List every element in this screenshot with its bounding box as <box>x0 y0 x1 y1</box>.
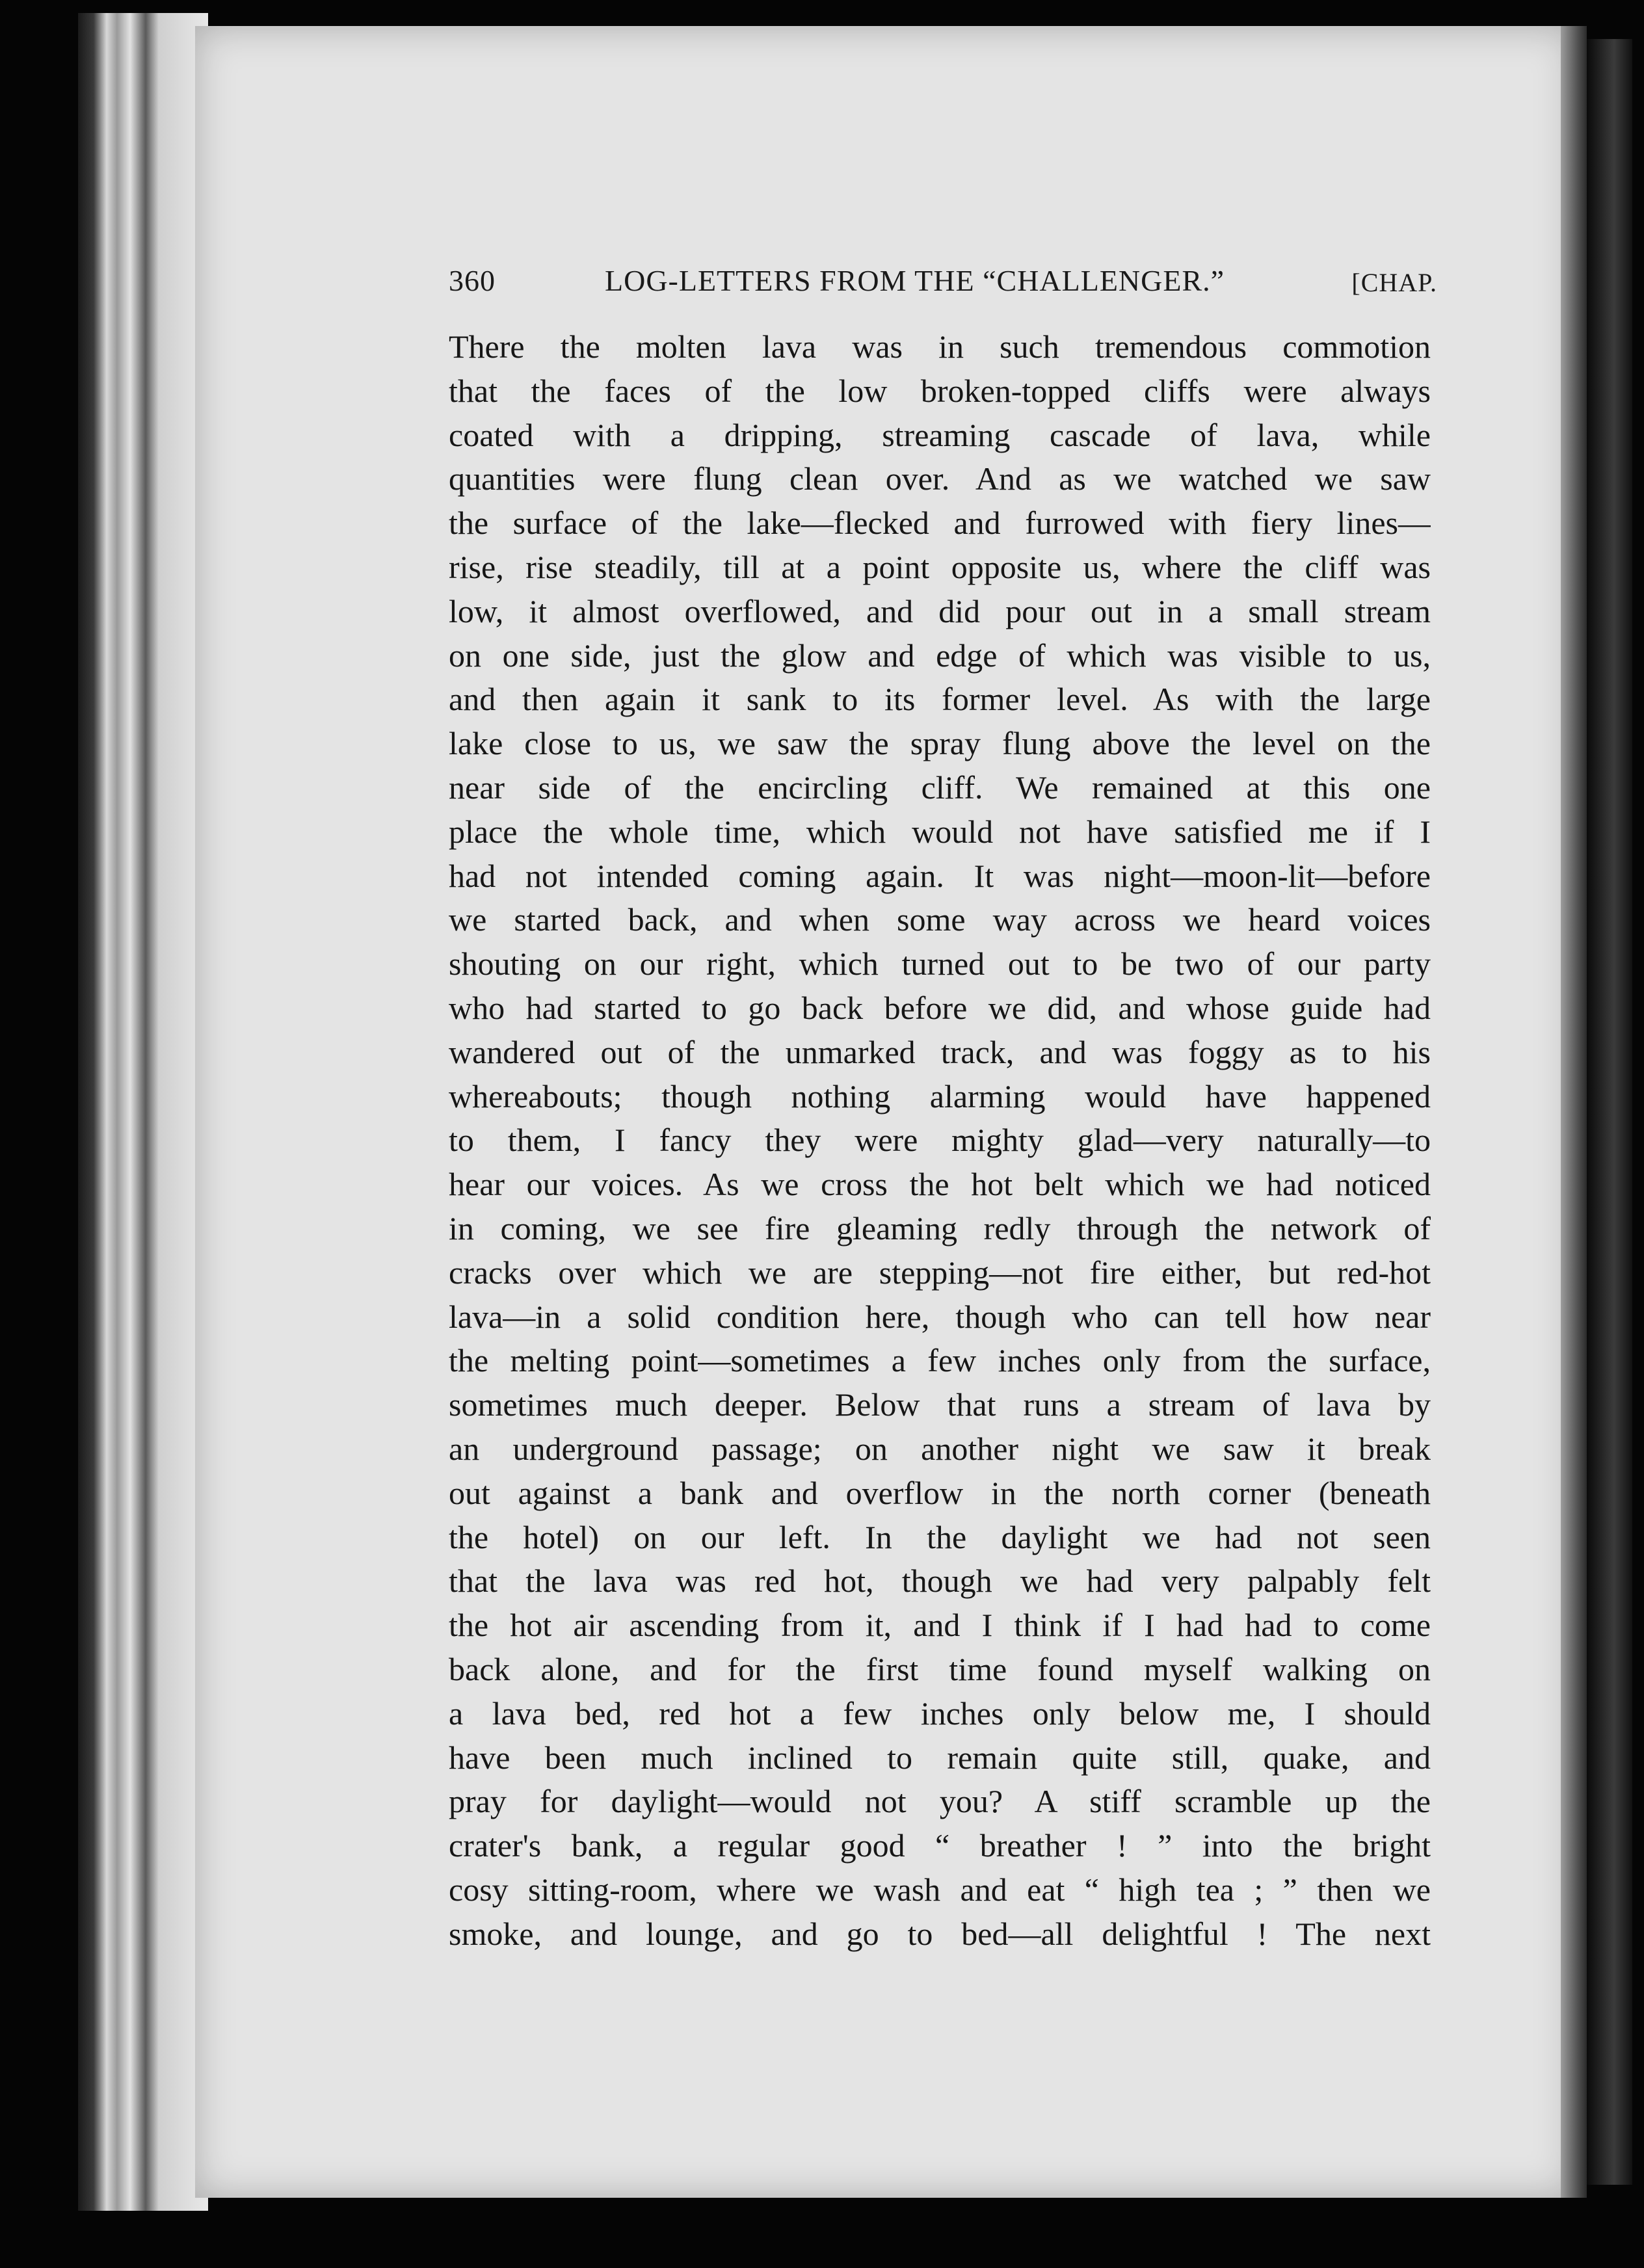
text-line: an underground passage; on another night we saw it break <box>449 1430 1431 1467</box>
text-line: cracks over which we are stepping—not fire either, but red-hot <box>449 1254 1431 1291</box>
text-line: whereabouts; though nothing alarming would have happened <box>449 1077 1431 1114</box>
running-title: LOG-LETTERS FROM THE “CHALLENGER.” <box>605 264 1225 297</box>
text-line: had not intended coming again. It was night—moon-lit—before <box>449 857 1431 894</box>
text-line: wandered out of the unmarked track, and was foggy as to his <box>449 1033 1431 1070</box>
text-line: the melting point—sometimes a few inches only from the surface, <box>449 1342 1431 1379</box>
text-line: have been much inclined to remain quite still, quake, and <box>449 1739 1431 1776</box>
book-edge-left <box>78 13 208 2211</box>
text-line: the hotel) on our left. In the daylight we had not seen <box>449 1518 1431 1555</box>
text-line: smoke, and lounge, and go to bed—all delightful ! The next <box>449 1915 1431 1952</box>
text-line: coated with a dripping, streaming cascade of lava, while <box>449 416 1431 453</box>
text-line: lava—in a solid condition here, though who can tell how near <box>449 1298 1431 1335</box>
text-line: rise, rise steadily, till at a point opposite us, where the cliff was <box>449 548 1431 585</box>
text-line: pray for daylight—would not you? A stiff scramble up the <box>449 1783 1431 1820</box>
text-line: out against a bank and overflow in the north corner (beneath <box>449 1474 1431 1511</box>
text-line: sometimes much deeper. Below that runs a stream of lava by <box>449 1386 1431 1423</box>
running-head <box>449 263 1437 309</box>
text-line: place the whole time, which would not have satisfied me if I <box>449 813 1431 850</box>
text-line: the hot air ascending from it, and I think if I had had to come <box>449 1607 1431 1644</box>
text-line: the surface of the lake—flecked and furrowed with fiery lines— <box>449 505 1431 542</box>
book-cover-right <box>1587 39 1632 2185</box>
text-line: and then again it sank to its former level. As with the large <box>449 681 1431 718</box>
text-line: near side of the encircling cliff. We remained at this one <box>449 769 1431 806</box>
text-line: low, it almost overflowed, and did pour out in a small stream <box>449 592 1431 629</box>
text-line: to them, I fancy they were mighty glad—very naturally—to <box>449 1122 1431 1159</box>
text-line: back alone, and for the first time found myself walking on <box>449 1650 1431 1687</box>
text-line: that the faces of the low broken-topped cliffs were always <box>449 372 1431 409</box>
text-line: There the molten lava was in such tremendous commotion <box>449 328 1431 365</box>
page-edge-right <box>1561 26 1587 2198</box>
text-line: on one side, just the glow and edge of which was visible to us, <box>449 637 1431 674</box>
text-line: in coming, we see fire gleaming redly through the network of <box>449 1209 1431 1246</box>
body-text <box>449 325 1431 1956</box>
text-line: that the lava was red hot, though we had very palpably felt <box>449 1563 1431 1600</box>
text-line: we started back, and when some way across we heard voices <box>449 901 1431 938</box>
text-line: cosy sitting-room, where we wash and eat “ high tea ; ” then we <box>449 1871 1431 1908</box>
chapter-marker: [CHAP. <box>1351 268 1437 297</box>
text-line: lake close to us, we saw the spray flung above the level on the <box>449 725 1431 762</box>
text-line: a lava bed, red hot a few inches only below me, I should <box>449 1694 1431 1732</box>
text-line: shouting on our right, which turned out to be two of our party <box>449 945 1431 982</box>
text-line: quantities were flung clean over. And as we watched we saw <box>449 460 1431 497</box>
text-line: hear our voices. As we cross the hot belt which we had noticed <box>449 1166 1431 1203</box>
text-line: who had started to go back before we did, and whose guide had <box>449 989 1431 1026</box>
page-number: 360 <box>449 264 496 297</box>
text-line: crater's bank, a regular good “ breather ! ” into the bright <box>449 1827 1431 1864</box>
